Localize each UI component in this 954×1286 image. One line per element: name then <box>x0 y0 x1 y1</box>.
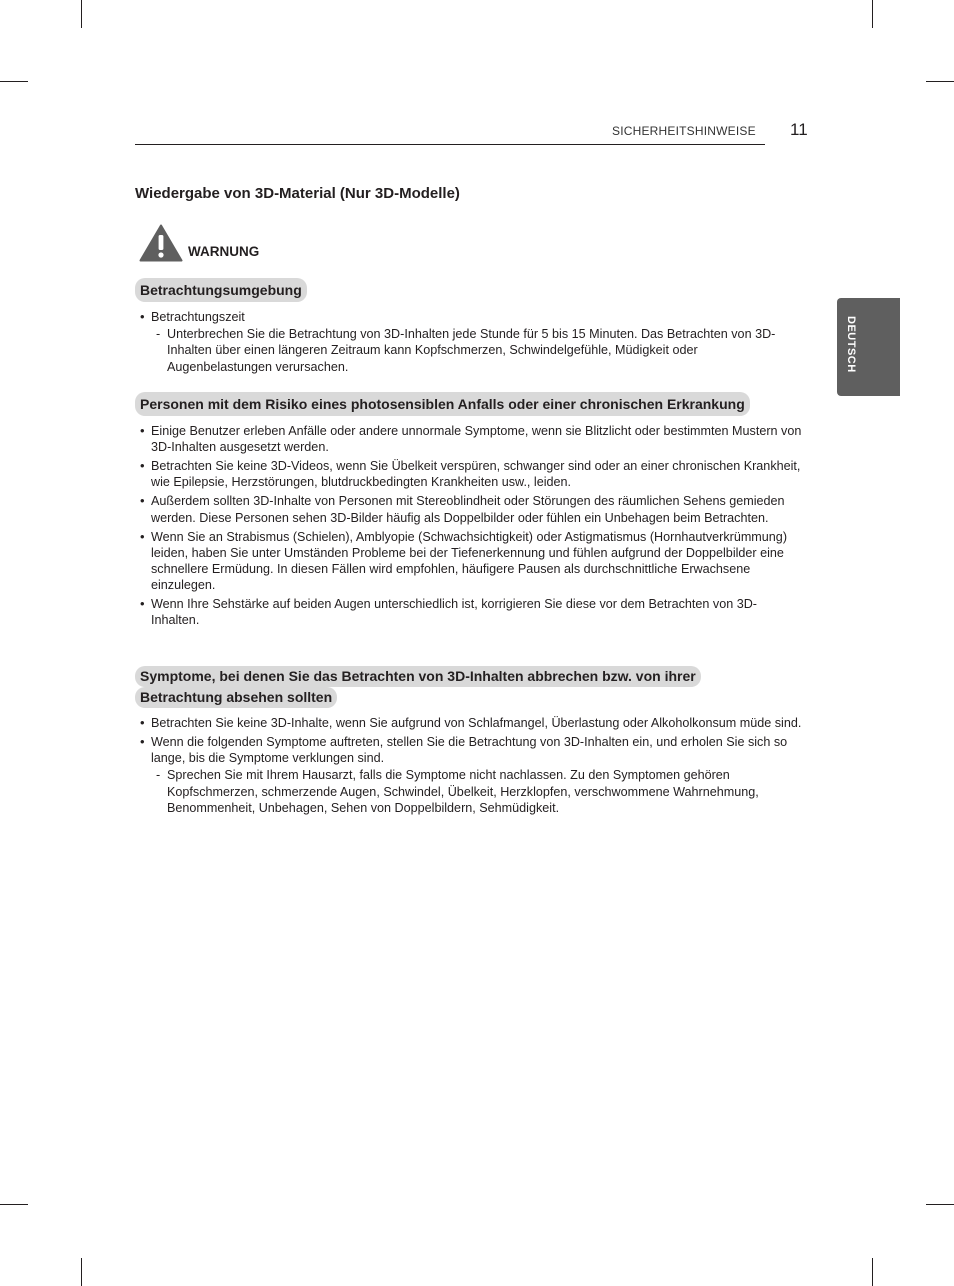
crop-mark <box>872 1258 873 1286</box>
list-item: • Einige Benutzer erleben Anfälle oder andere unnormale Symptome, wenn sie Blitzlicht oder bestimmten Mustern von 3D-Inhalten ausgesetzt werden. <box>135 423 805 455</box>
list-item: • Wenn Ihre Sehstärke auf beiden Augen unterschiedlich ist, korrigieren Sie diese vor dem Betrachten von 3D-Inhalten. <box>135 596 805 628</box>
page-number: 11 <box>790 120 808 139</box>
section-heading-photosensitive-risk: Personen mit dem Risiko eines photosensiblen Anfalls oder einer chronischen Erkrankung <box>135 392 750 416</box>
language-side-tab-label: DEUTSCH <box>845 316 857 373</box>
crop-mark <box>926 1204 954 1205</box>
sub-item: - Sprechen Sie mit Ihrem Hausarzt, falls die Symptome nicht nachlassen. Zu den Symptomen gehören Kopfschmerzen, schmerzende Augen, Schwindel, Übelkeit, Herzklopfen, verschwommene Wahrnehmung, Benommenheit, Unbehagen, Sehen von Doppelbildern, Sehmüdigkeit. <box>151 767 805 816</box>
list-item: • Wenn die folgenden Symptome auftreten, stellen Sie die Betrachtung von 3D-Inhalten ein, und erholen Sie sich so lange, bis die Symptome verklungen sind. - Sprechen Sie mit Ihrem Hausarzt, falls die Symptome nicht nachlassen. Zu den Symptomen gehören Kopfschmerzen, schmerzende Augen, Schwindel, Übelkeit, Herzklopfen, verschwommene Wahrnehmung, Benommenheit, Unbehagen, Sehen von Doppelbildern, Sehmüdigkeit. <box>135 734 805 816</box>
list-item: • Betrachtungszeit - Unterbrechen Sie die Betrachtung von 3D-Inhalten jede Stunde für 5 bis 15 Minuten. Das Betrachten von 3D-Inhalten über einen längeren Zeitraum kann Kopfschmerzen, Schwindelgefühle, Müdigkeit oder Augenbelastungen verursachen. <box>135 309 805 375</box>
symptoms-list <box>135 715 805 819</box>
list-item: • Betrachten Sie keine 3D-Inhalte, wenn Sie aufgrund von Schlafmangel, Überlastung oder Alkoholkonsum müde sind. <box>135 715 805 731</box>
crop-mark <box>0 1204 28 1205</box>
crop-mark <box>0 81 28 82</box>
crop-mark <box>926 81 954 82</box>
section-heading-viewing-environment: Betrachtungsumgebung <box>135 278 307 302</box>
section-heading-symptoms-line1: Symptome, bei denen Sie das Betrachten von 3D-Inhalten abbrechen bzw. von ihrer <box>135 666 701 687</box>
language-side-tab <box>837 298 900 396</box>
list-item: • Wenn Sie an Strabismus (Schielen), Amblyopie (Schwachsichtigkeit) oder Astigmatismus (Hornhautverkrümmung) leiden, haben Sie unter Umständen Probleme bei der Tiefenerkennung und fühlen aufgrund der Doppelbilder eine schnellere Ermüdung. In diesen Fällen wird empfohlen, häufigere Pausen als durchschnittliche Erwachsene einzulegen. <box>135 529 805 594</box>
photosensitive-risk-list <box>135 423 805 631</box>
sub-item: - Unterbrechen Sie die Betrachtung von 3D-Inhalten jede Stunde für 5 bis 15 Minuten. Das Betrachten von 3D-Inhalten über einen längeren Zeitraum kann Kopfschmerzen, Schwindelgefühle, Müdigkeit oder Augenbelastungen verursachen. <box>151 326 805 375</box>
list-item: • Betrachten Sie keine 3D-Videos, wenn Sie Übelkeit verspüren, schwanger sind oder an einer chronischen Krankheit, wie Epilepsie, Herzstörungen, blutdruckbedingten Krankheiten usw., leiden. <box>135 458 805 490</box>
header-rule <box>135 144 765 145</box>
viewing-environment-list <box>135 309 805 378</box>
crop-mark <box>872 0 873 28</box>
crop-mark <box>81 1258 82 1286</box>
page-title: Wiedergabe von 3D-Material (Nur 3D-Modelle) <box>135 185 460 202</box>
running-header-section: SICHERHEITSHINWEISE <box>612 124 756 138</box>
list-item: • Außerdem sollten 3D-Inhalte von Personen mit Stereoblindheit oder Störungen des räumlichen Sehens gemieden werden. Diese Personen sehen 3D-Bilder häufig als Doppelbilder oder fühlen ein Unbehagen beim Betrachten. <box>135 493 805 525</box>
warning-triangle-icon <box>139 224 183 262</box>
warning-label: WARNUNG <box>188 244 260 259</box>
section-heading-symptoms-line2: Betrachtung absehen sollten <box>135 687 337 708</box>
crop-mark <box>81 0 82 28</box>
